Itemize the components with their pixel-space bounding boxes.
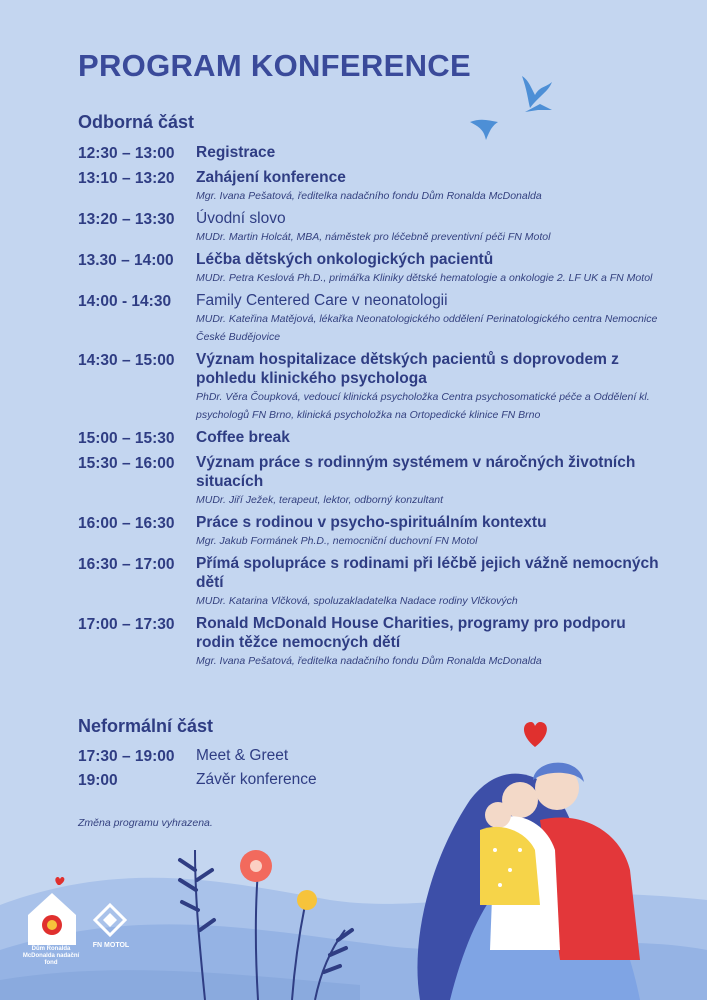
schedule-title: Úvodní slovo [196,210,286,227]
schedule-time: 16:30 – 17:00 [78,556,175,573]
rmhc-logo-label: Dům Ronalda McDonalda nadační fond [22,946,80,966]
section-heading-informal: Neformální část [78,716,214,736]
schedule-time: 15:00 – 15:30 [78,430,175,447]
schedule-item [78,291,678,346]
schedule-title: Family Centered Care v neonatologii [196,292,448,309]
schedule-title: Zahájení konference [196,169,346,186]
schedule-item [78,770,678,791]
schedule-title: Význam hospitalizace dětských pacientů s doprovodem z pohledu klinického psychologa [196,351,619,387]
schedule-item [78,250,678,287]
section-heading-formal: Odborná část [78,112,195,132]
informal-schedule-list [78,746,678,795]
schedule-item [78,350,678,424]
schedule-time: 19:00 [78,772,118,789]
schedule-item [78,143,678,164]
schedule-title: Coffee break [196,429,290,446]
schedule-title: Léčba dětských onkologických pacientů [196,251,494,268]
page-title: PROGRAM KONFERENCE [78,48,471,83]
schedule-item [78,168,678,205]
schedule-time: 12:30 – 13:00 [78,145,175,162]
heart-icon [524,722,547,747]
schedule-item [78,746,678,767]
schedule-speaker: MUDr. Petra Keslová Ph.D., primářka Kliniky dětské hematologie a onkologie 2. LF UK a FN Motol [196,272,653,284]
schedule-title: Meet & Greet [196,747,289,764]
schedule-speaker: MUDr. Jiří Ježek, terapeut, lektor, odborný konzultant [196,494,444,506]
fn-motol-logo-label: FN MOTOL [92,942,130,949]
schedule-time: 17:00 – 17:30 [78,616,175,633]
schedule-time: 15:30 – 16:00 [78,455,175,472]
schedule-speaker: Mgr. Jakub Formánek Ph.D., nemocniční duchovní FN Motol [196,535,478,547]
schedule-time: 14:00 - 14:30 [78,293,172,310]
schedule-list [78,143,678,674]
schedule-item [78,614,678,670]
schedule-item [78,513,678,550]
schedule-speaker: Mgr. Ivana Pešatová, ředitelka nadačního fondu Dům Ronalda McDonalda [196,655,542,667]
schedule-title: Význam práce s rodinným systémem v náročných životních situacích [196,454,636,490]
schedule-time: 13:10 – 13:20 [78,170,175,187]
schedule-speaker: PhDr. Věra Čoupková, vedoucí klinická psycholožka Centra psychosomatické péče a Oddělení kl. psychologů FN Brno, klinická psycholožka na Ortopedické klinice FN Brno [196,391,650,421]
bird-icon [470,120,498,140]
bird-icon [522,76,552,112]
schedule-time: 16:00 – 16:30 [78,515,175,532]
schedule-title: Registrace [196,144,276,161]
schedule-speaker: MUDr. Kateřina Matějová, lékařka Neonatologického oddělení Perinatologického centra Nemocnice České Budějovice [196,313,658,343]
schedule-speaker: MUDr. Martin Holcát, MBA, náměstek pro léčebně preventivní péči FN Motol [196,231,551,243]
schedule-time: 14:30 – 15:00 [78,352,175,369]
schedule-title: Přímá spolupráce s rodinami při léčbě jejich vážně nemocných dětí [196,555,659,591]
schedule-time: 13.30 – 14:00 [78,252,174,269]
schedule-title: Práce s rodinou v psycho-spirituálním kontextu [196,514,547,531]
schedule-title: Ronald McDonald House Charities, programy pro podporu rodin těžce nemocných dětí [196,615,626,651]
family-illustration [417,763,640,1000]
schedule-title: Závěr konference [196,771,317,788]
schedule-speaker: MUDr. Katarina Vlčková, spoluzakladatelka Nadace rodiny Vlčkových [196,595,518,607]
schedule-time: 17:30 – 19:00 [78,748,175,765]
program-change-note: Změna programu vyhrazena. [78,817,213,829]
schedule-speaker: Mgr. Ivana Pešatová, ředitelka nadačního fondu Dům Ronalda McDonalda [196,190,542,202]
schedule-item [78,428,678,449]
schedule-item [78,453,678,509]
schedule-time: 13:20 – 13:30 [78,211,175,228]
schedule-item [78,554,678,610]
schedule-item [78,209,678,246]
